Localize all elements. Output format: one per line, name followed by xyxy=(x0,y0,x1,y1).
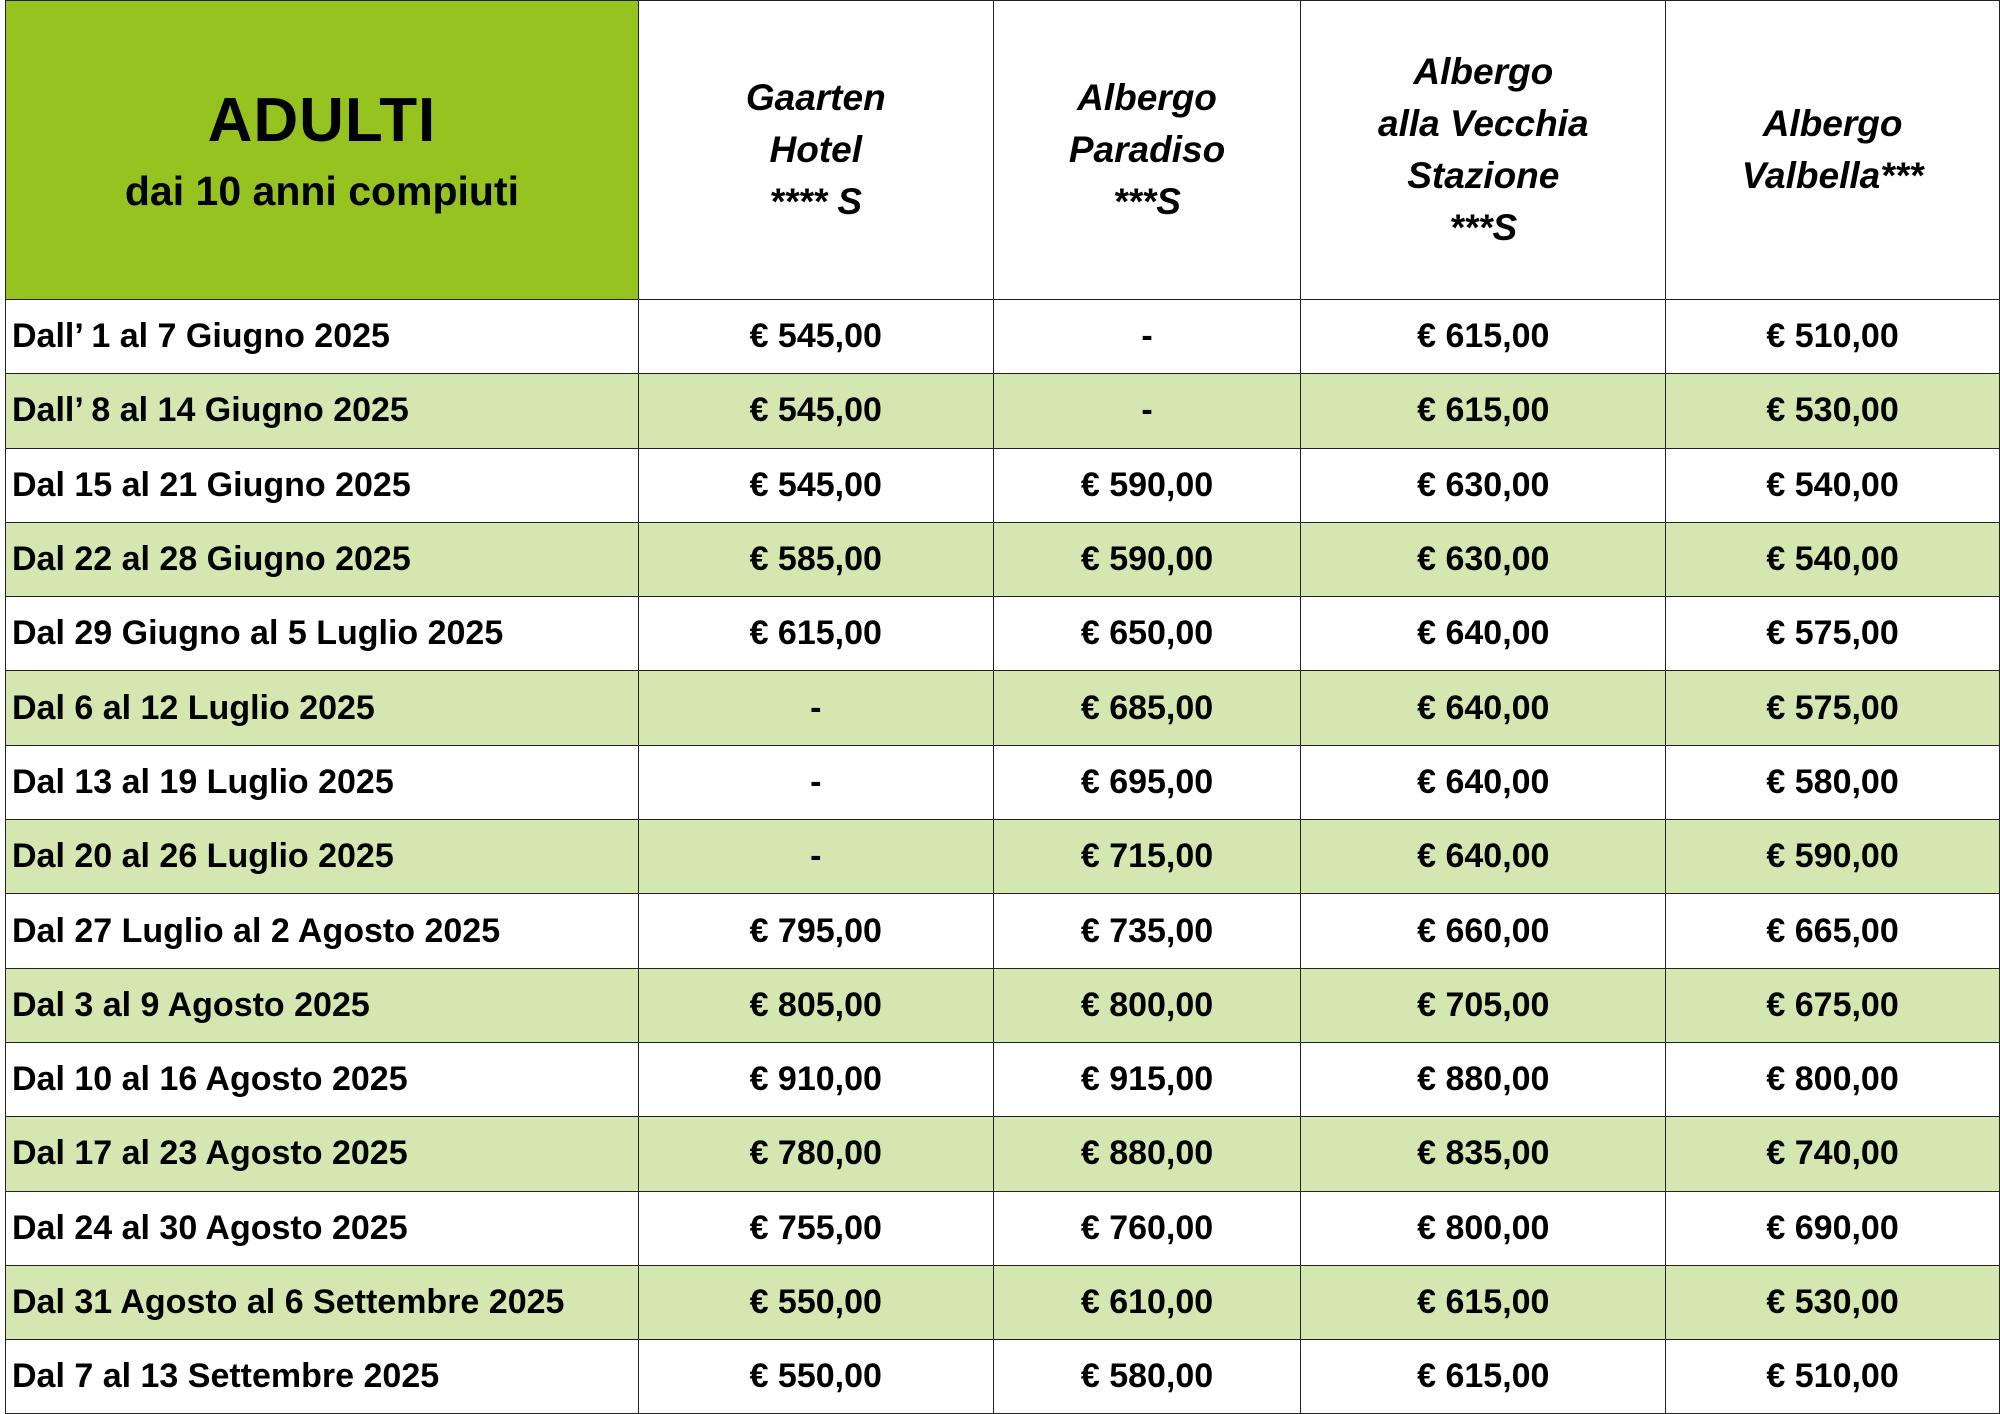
hotel-header-paradiso xyxy=(993,1,1301,300)
price-cell: € 575,00 xyxy=(1666,671,2000,745)
hotel-header-valbella xyxy=(1666,1,2000,300)
table-row xyxy=(6,597,2000,671)
price-cell: € 540,00 xyxy=(1666,448,2000,522)
price-cell: € 800,00 xyxy=(1301,1191,1666,1265)
price-rows xyxy=(6,300,2000,1414)
price-cell: - xyxy=(638,745,993,819)
price-cell: € 530,00 xyxy=(1666,1265,2000,1339)
table-row xyxy=(6,1265,2000,1339)
price-cell: € 640,00 xyxy=(1301,597,1666,671)
price-cell: € 615,00 xyxy=(1301,1340,1666,1414)
period-cell: Dal 20 al 26 Luglio 2025 xyxy=(6,820,639,894)
table-row xyxy=(6,1042,2000,1116)
price-cell: € 640,00 xyxy=(1301,820,1666,894)
period-cell: Dal 31 Agosto al 6 Settembre 2025 xyxy=(6,1265,639,1339)
table-row xyxy=(6,522,2000,596)
table-row xyxy=(6,820,2000,894)
price-cell: € 585,00 xyxy=(638,522,993,596)
table-row xyxy=(6,745,2000,819)
price-cell: € 550,00 xyxy=(638,1340,993,1414)
period-cell: Dal 10 al 16 Agosto 2025 xyxy=(6,1042,639,1116)
price-cell: € 630,00 xyxy=(1301,522,1666,596)
price-table xyxy=(5,0,2000,1414)
price-cell: € 510,00 xyxy=(1666,300,2000,374)
hotel-stars: ***S xyxy=(1113,181,1181,222)
price-cell: - xyxy=(638,820,993,894)
price-cell: € 835,00 xyxy=(1301,1117,1666,1191)
hotel-name-line: Albergo xyxy=(1762,103,1903,144)
table-row xyxy=(6,671,2000,745)
price-cell: € 545,00 xyxy=(638,300,993,374)
price-cell: € 615,00 xyxy=(1301,374,1666,448)
price-cell: € 660,00 xyxy=(1301,894,1666,968)
price-cell: € 800,00 xyxy=(1666,1042,2000,1116)
table-row xyxy=(6,448,2000,522)
price-cell: € 880,00 xyxy=(993,1117,1301,1191)
price-cell: € 630,00 xyxy=(1301,448,1666,522)
price-cell: € 545,00 xyxy=(638,374,993,448)
price-cell: € 805,00 xyxy=(638,968,993,1042)
table-row xyxy=(6,968,2000,1042)
hotel-header-vecchia-stazione xyxy=(1301,1,1666,300)
price-cell: € 615,00 xyxy=(1301,300,1666,374)
price-cell: € 695,00 xyxy=(993,745,1301,819)
period-cell: Dal 29 Giugno al 5 Luglio 2025 xyxy=(6,597,639,671)
price-cell: € 530,00 xyxy=(1666,374,2000,448)
price-cell: € 760,00 xyxy=(993,1191,1301,1265)
period-cell: Dal 15 al 21 Giugno 2025 xyxy=(6,448,639,522)
price-cell: € 795,00 xyxy=(638,894,993,968)
table-row xyxy=(6,894,2000,968)
price-cell: € 915,00 xyxy=(993,1042,1301,1116)
price-cell: € 590,00 xyxy=(993,522,1301,596)
price-cell: € 640,00 xyxy=(1301,671,1666,745)
price-cell: € 800,00 xyxy=(993,968,1301,1042)
price-cell: € 665,00 xyxy=(1666,894,2000,968)
hotel-name-line: Paradiso xyxy=(1068,129,1226,170)
hotel-name-line: Albergo xyxy=(1077,77,1217,118)
hotel-name-line: alla Vecchia xyxy=(1378,103,1589,144)
hotel-name-line: Gaarten xyxy=(745,77,886,118)
table-row xyxy=(6,300,2000,374)
hotel-name-line: Albergo xyxy=(1413,51,1554,92)
price-cell: € 510,00 xyxy=(1666,1340,2000,1414)
period-cell: Dall’ 8 al 14 Giugno 2025 xyxy=(6,374,639,448)
price-cell: € 575,00 xyxy=(1666,597,2000,671)
table-row xyxy=(6,374,2000,448)
price-cell: € 540,00 xyxy=(1666,522,2000,596)
price-cell: € 755,00 xyxy=(638,1191,993,1265)
price-cell: € 780,00 xyxy=(638,1117,993,1191)
price-cell: € 580,00 xyxy=(993,1340,1301,1414)
price-cell: € 705,00 xyxy=(1301,968,1666,1042)
hotel-header-gaarten xyxy=(638,1,993,300)
price-cell: - xyxy=(993,374,1301,448)
price-cell: € 580,00 xyxy=(1666,745,2000,819)
hotel-name-line: Stazione xyxy=(1407,155,1560,196)
price-cell: € 690,00 xyxy=(1666,1191,2000,1265)
price-cell: € 650,00 xyxy=(993,597,1301,671)
price-cell: € 910,00 xyxy=(638,1042,993,1116)
price-cell: € 715,00 xyxy=(993,820,1301,894)
period-cell: Dal 24 al 30 Agosto 2025 xyxy=(6,1191,639,1265)
price-cell: € 615,00 xyxy=(638,597,993,671)
period-cell: Dal 27 Luglio al 2 Agosto 2025 xyxy=(6,894,639,968)
period-cell: Dal 6 al 12 Luglio 2025 xyxy=(6,671,639,745)
table-row xyxy=(6,1117,2000,1191)
hotel-name-line: Valbella*** xyxy=(1741,155,1924,196)
header-corner-cell xyxy=(6,1,639,300)
hotel-stars: **** S xyxy=(769,181,863,222)
price-table-container xyxy=(5,0,2000,1414)
price-cell: € 880,00 xyxy=(1301,1042,1666,1116)
price-cell: € 675,00 xyxy=(1666,968,2000,1042)
hotel-name-line: Hotel xyxy=(769,129,863,170)
price-cell: € 610,00 xyxy=(993,1265,1301,1339)
table-row xyxy=(6,1191,2000,1265)
period-cell: Dal 13 al 19 Luglio 2025 xyxy=(6,745,639,819)
price-cell: - xyxy=(993,300,1301,374)
period-cell: Dal 17 al 23 Agosto 2025 xyxy=(6,1117,639,1191)
period-cell: Dal 22 al 28 Giugno 2025 xyxy=(6,522,639,596)
period-cell: Dal 7 al 13 Settembre 2025 xyxy=(6,1340,639,1414)
period-cell: Dal 3 al 9 Agosto 2025 xyxy=(6,968,639,1042)
price-cell: € 590,00 xyxy=(1666,820,2000,894)
table-title: ADULTI xyxy=(207,86,437,155)
table-row xyxy=(6,1340,2000,1414)
price-cell: € 615,00 xyxy=(1301,1265,1666,1339)
price-cell: - xyxy=(638,671,993,745)
price-cell: € 740,00 xyxy=(1666,1117,2000,1191)
price-cell: € 545,00 xyxy=(638,448,993,522)
header-row xyxy=(6,1,2000,300)
price-cell: € 640,00 xyxy=(1301,745,1666,819)
period-cell: Dall’ 1 al 7 Giugno 2025 xyxy=(6,300,639,374)
table-subtitle: dai 10 anni compiuti xyxy=(124,168,520,214)
price-cell: € 550,00 xyxy=(638,1265,993,1339)
hotel-stars: ***S xyxy=(1449,207,1518,248)
price-cell: € 685,00 xyxy=(993,671,1301,745)
price-cell: € 590,00 xyxy=(993,448,1301,522)
price-cell: € 735,00 xyxy=(993,894,1301,968)
